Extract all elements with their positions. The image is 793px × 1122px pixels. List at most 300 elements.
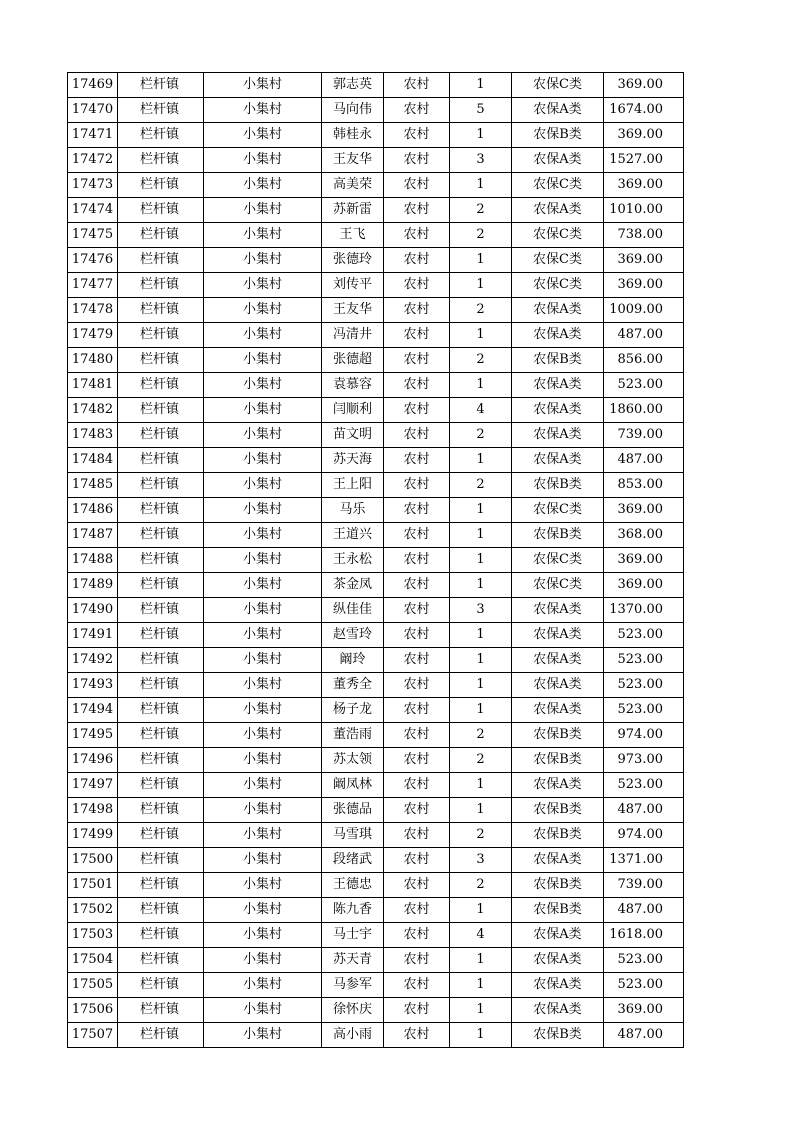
amount-cell: 973.00 (604, 748, 684, 773)
area-type-cell: 农村 (384, 123, 450, 148)
household-count-cell: 3 (450, 598, 512, 623)
row-number-cell: 17489 (68, 573, 118, 598)
household-count-cell: 2 (450, 723, 512, 748)
household-count-cell: 1 (450, 448, 512, 473)
amount-cell: 369.00 (604, 573, 684, 598)
name-cell: 冯清井 (322, 323, 384, 348)
insurance-category-cell: 农保A类 (512, 423, 604, 448)
table-row (68, 573, 684, 598)
table-row (68, 473, 684, 498)
village-cell: 小集村 (204, 648, 322, 673)
amount-cell: 739.00 (604, 423, 684, 448)
insurance-category-cell: 农保C类 (512, 498, 604, 523)
row-number-cell: 17472 (68, 148, 118, 173)
amount-cell: 974.00 (604, 723, 684, 748)
name-cell: 苗文明 (322, 423, 384, 448)
insurance-category-cell: 农保A类 (512, 598, 604, 623)
amount-cell: 856.00 (604, 348, 684, 373)
amount-cell: 739.00 (604, 873, 684, 898)
amount-cell: 523.00 (604, 973, 684, 998)
town-cell: 栏杆镇 (118, 298, 204, 323)
row-number-cell: 17471 (68, 123, 118, 148)
row-number-cell: 17490 (68, 598, 118, 623)
table-row (68, 198, 684, 223)
village-cell: 小集村 (204, 398, 322, 423)
insurance-category-cell: 农保C类 (512, 273, 604, 298)
insurance-category-cell: 农保A类 (512, 998, 604, 1023)
town-cell: 栏杆镇 (118, 198, 204, 223)
village-cell: 小集村 (204, 798, 322, 823)
table-row (68, 748, 684, 773)
table-row (68, 498, 684, 523)
household-count-cell: 1 (450, 798, 512, 823)
village-cell: 小集村 (204, 73, 322, 98)
name-cell: 韩桂永 (322, 123, 384, 148)
insurance-category-cell: 农保A类 (512, 648, 604, 673)
table-row (68, 973, 684, 998)
town-cell: 栏杆镇 (118, 398, 204, 423)
area-type-cell: 农村 (384, 248, 450, 273)
town-cell: 栏杆镇 (118, 248, 204, 273)
area-type-cell: 农村 (384, 873, 450, 898)
row-number-cell: 17504 (68, 948, 118, 973)
area-type-cell: 农村 (384, 273, 450, 298)
table-row (68, 873, 684, 898)
table-row (68, 148, 684, 173)
insurance-category-cell: 农保A类 (512, 398, 604, 423)
name-cell: 马乐 (322, 498, 384, 523)
village-cell: 小集村 (204, 423, 322, 448)
area-type-cell: 农村 (384, 848, 450, 873)
area-type-cell: 农村 (384, 598, 450, 623)
area-type-cell: 农村 (384, 498, 450, 523)
name-cell: 王道兴 (322, 523, 384, 548)
amount-cell: 1527.00 (604, 148, 684, 173)
table-body (68, 73, 684, 1048)
table-row (68, 548, 684, 573)
area-type-cell: 农村 (384, 648, 450, 673)
area-type-cell: 农村 (384, 448, 450, 473)
town-cell: 栏杆镇 (118, 1023, 204, 1048)
amount-cell: 523.00 (604, 948, 684, 973)
area-type-cell: 农村 (384, 998, 450, 1023)
row-number-cell: 17473 (68, 173, 118, 198)
row-number-cell: 17469 (68, 73, 118, 98)
household-count-cell: 3 (450, 148, 512, 173)
table-row (68, 123, 684, 148)
village-cell: 小集村 (204, 298, 322, 323)
town-cell: 栏杆镇 (118, 473, 204, 498)
row-number-cell: 17507 (68, 1023, 118, 1048)
insurance-category-cell: 农保B类 (512, 723, 604, 748)
row-number-cell: 17499 (68, 823, 118, 848)
data-table (67, 72, 684, 1048)
area-type-cell: 农村 (384, 348, 450, 373)
insurance-category-cell: 农保A类 (512, 673, 604, 698)
table-row (68, 698, 684, 723)
insurance-category-cell: 农保A类 (512, 923, 604, 948)
row-number-cell: 17493 (68, 673, 118, 698)
household-count-cell: 1 (450, 523, 512, 548)
household-count-cell: 1 (450, 273, 512, 298)
town-cell: 栏杆镇 (118, 523, 204, 548)
village-cell: 小集村 (204, 323, 322, 348)
village-cell: 小集村 (204, 873, 322, 898)
name-cell: 袁慕容 (322, 373, 384, 398)
row-number-cell: 17484 (68, 448, 118, 473)
town-cell: 栏杆镇 (118, 873, 204, 898)
row-number-cell: 17480 (68, 348, 118, 373)
household-count-cell: 1 (450, 973, 512, 998)
area-type-cell: 农村 (384, 223, 450, 248)
insurance-category-cell: 农保A类 (512, 848, 604, 873)
household-count-cell: 2 (450, 473, 512, 498)
household-count-cell: 2 (450, 298, 512, 323)
insurance-category-cell: 农保A类 (512, 98, 604, 123)
amount-cell: 369.00 (604, 548, 684, 573)
area-type-cell: 农村 (384, 1023, 450, 1048)
name-cell: 杨子龙 (322, 698, 384, 723)
name-cell: 马向伟 (322, 98, 384, 123)
row-number-cell: 17496 (68, 748, 118, 773)
town-cell: 栏杆镇 (118, 373, 204, 398)
amount-cell: 523.00 (604, 773, 684, 798)
household-count-cell: 1 (450, 123, 512, 148)
household-count-cell: 1 (450, 1023, 512, 1048)
insurance-category-cell: 农保A类 (512, 323, 604, 348)
name-cell: 王永松 (322, 548, 384, 573)
town-cell: 栏杆镇 (118, 923, 204, 948)
amount-cell: 369.00 (604, 248, 684, 273)
table-row (68, 373, 684, 398)
insurance-category-cell: 农保B类 (512, 748, 604, 773)
name-cell: 刘传平 (322, 273, 384, 298)
village-cell: 小集村 (204, 748, 322, 773)
household-count-cell: 2 (450, 748, 512, 773)
table-row (68, 998, 684, 1023)
row-number-cell: 17486 (68, 498, 118, 523)
insurance-category-cell: 农保A类 (512, 623, 604, 648)
area-type-cell: 农村 (384, 798, 450, 823)
town-cell: 栏杆镇 (118, 573, 204, 598)
village-cell: 小集村 (204, 523, 322, 548)
household-count-cell: 2 (450, 423, 512, 448)
insurance-category-cell: 农保B类 (512, 523, 604, 548)
village-cell: 小集村 (204, 623, 322, 648)
amount-cell: 1860.00 (604, 398, 684, 423)
insurance-category-cell: 农保C类 (512, 173, 604, 198)
village-cell: 小集村 (204, 473, 322, 498)
amount-cell: 1674.00 (604, 98, 684, 123)
amount-cell: 369.00 (604, 73, 684, 98)
amount-cell: 487.00 (604, 323, 684, 348)
table-row (68, 798, 684, 823)
table-row (68, 448, 684, 473)
row-number-cell: 17503 (68, 923, 118, 948)
town-cell: 栏杆镇 (118, 948, 204, 973)
household-count-cell: 1 (450, 698, 512, 723)
town-cell: 栏杆镇 (118, 698, 204, 723)
name-cell: 郭志英 (322, 73, 384, 98)
area-type-cell: 农村 (384, 673, 450, 698)
table-row (68, 898, 684, 923)
area-type-cell: 农村 (384, 948, 450, 973)
row-number-cell: 17470 (68, 98, 118, 123)
insurance-category-cell: 农保A类 (512, 198, 604, 223)
amount-cell: 487.00 (604, 1023, 684, 1048)
area-type-cell: 农村 (384, 98, 450, 123)
name-cell: 董浩雨 (322, 723, 384, 748)
household-count-cell: 1 (450, 323, 512, 348)
town-cell: 栏杆镇 (118, 648, 204, 673)
village-cell: 小集村 (204, 348, 322, 373)
household-count-cell: 5 (450, 98, 512, 123)
table-row (68, 323, 684, 348)
name-cell: 徐怀庆 (322, 998, 384, 1023)
amount-cell: 1009.00 (604, 298, 684, 323)
village-cell: 小集村 (204, 198, 322, 223)
table-row (68, 673, 684, 698)
name-cell: 张德玲 (322, 248, 384, 273)
village-cell: 小集村 (204, 673, 322, 698)
household-count-cell: 1 (450, 623, 512, 648)
row-number-cell: 17502 (68, 898, 118, 923)
name-cell: 高美荣 (322, 173, 384, 198)
area-type-cell: 农村 (384, 298, 450, 323)
household-count-cell: 2 (450, 198, 512, 223)
village-cell: 小集村 (204, 723, 322, 748)
table-row (68, 623, 684, 648)
area-type-cell: 农村 (384, 473, 450, 498)
row-number-cell: 17475 (68, 223, 118, 248)
insurance-category-cell: 农保B类 (512, 1023, 604, 1048)
name-cell: 王飞 (322, 223, 384, 248)
name-cell: 马参军 (322, 973, 384, 998)
household-count-cell: 2 (450, 348, 512, 373)
name-cell: 苏天青 (322, 948, 384, 973)
area-type-cell: 农村 (384, 573, 450, 598)
area-type-cell: 农村 (384, 73, 450, 98)
insurance-category-cell: 农保B类 (512, 823, 604, 848)
insurance-category-cell: 农保B类 (512, 473, 604, 498)
household-count-cell: 1 (450, 648, 512, 673)
amount-cell: 523.00 (604, 648, 684, 673)
insurance-category-cell: 农保B类 (512, 348, 604, 373)
row-number-cell: 17501 (68, 873, 118, 898)
town-cell: 栏杆镇 (118, 548, 204, 573)
row-number-cell: 17505 (68, 973, 118, 998)
town-cell: 栏杆镇 (118, 148, 204, 173)
row-number-cell: 17479 (68, 323, 118, 348)
name-cell: 茶金凤 (322, 573, 384, 598)
town-cell: 栏杆镇 (118, 123, 204, 148)
amount-cell: 738.00 (604, 223, 684, 248)
name-cell: 苏太领 (322, 748, 384, 773)
table-row (68, 773, 684, 798)
insurance-category-cell: 农保B类 (512, 898, 604, 923)
household-count-cell: 1 (450, 173, 512, 198)
insurance-category-cell: 农保A类 (512, 973, 604, 998)
amount-cell: 487.00 (604, 448, 684, 473)
insurance-category-cell: 农保B类 (512, 798, 604, 823)
table-row (68, 248, 684, 273)
household-count-cell: 2 (450, 873, 512, 898)
name-cell: 王友华 (322, 298, 384, 323)
area-type-cell: 农村 (384, 623, 450, 648)
village-cell: 小集村 (204, 923, 322, 948)
name-cell: 苏新雷 (322, 198, 384, 223)
village-cell: 小集村 (204, 948, 322, 973)
town-cell: 栏杆镇 (118, 798, 204, 823)
table-row (68, 823, 684, 848)
household-count-cell: 1 (450, 248, 512, 273)
household-count-cell: 1 (450, 73, 512, 98)
town-cell: 栏杆镇 (118, 498, 204, 523)
amount-cell: 853.00 (604, 473, 684, 498)
insurance-category-cell: 农保A类 (512, 948, 604, 973)
town-cell: 栏杆镇 (118, 723, 204, 748)
town-cell: 栏杆镇 (118, 598, 204, 623)
household-count-cell: 2 (450, 223, 512, 248)
table-row (68, 948, 684, 973)
household-count-cell: 1 (450, 573, 512, 598)
area-type-cell: 农村 (384, 373, 450, 398)
row-number-cell: 17487 (68, 523, 118, 548)
row-number-cell: 17495 (68, 723, 118, 748)
village-cell: 小集村 (204, 173, 322, 198)
village-cell: 小集村 (204, 373, 322, 398)
name-cell: 高小雨 (322, 1023, 384, 1048)
row-number-cell: 17492 (68, 648, 118, 673)
household-count-cell: 4 (450, 398, 512, 423)
table-row (68, 173, 684, 198)
area-type-cell: 农村 (384, 773, 450, 798)
town-cell: 栏杆镇 (118, 748, 204, 773)
amount-cell: 1010.00 (604, 198, 684, 223)
insurance-category-cell: 农保C类 (512, 73, 604, 98)
row-number-cell: 17481 (68, 373, 118, 398)
area-type-cell: 农村 (384, 698, 450, 723)
area-type-cell: 农村 (384, 198, 450, 223)
area-type-cell: 农村 (384, 523, 450, 548)
village-cell: 小集村 (204, 598, 322, 623)
insurance-category-cell: 农保A类 (512, 448, 604, 473)
village-cell: 小集村 (204, 898, 322, 923)
village-cell: 小集村 (204, 973, 322, 998)
table-row (68, 398, 684, 423)
amount-cell: 523.00 (604, 673, 684, 698)
town-cell: 栏杆镇 (118, 273, 204, 298)
village-cell: 小集村 (204, 248, 322, 273)
village-cell: 小集村 (204, 448, 322, 473)
row-number-cell: 17483 (68, 423, 118, 448)
table-row (68, 98, 684, 123)
village-cell: 小集村 (204, 548, 322, 573)
town-cell: 栏杆镇 (118, 998, 204, 1023)
town-cell: 栏杆镇 (118, 448, 204, 473)
household-count-cell: 1 (450, 773, 512, 798)
village-cell: 小集村 (204, 573, 322, 598)
household-count-cell: 2 (450, 823, 512, 848)
village-cell: 小集村 (204, 848, 322, 873)
town-cell: 栏杆镇 (118, 673, 204, 698)
household-count-cell: 1 (450, 898, 512, 923)
amount-cell: 1370.00 (604, 598, 684, 623)
amount-cell: 368.00 (604, 523, 684, 548)
row-number-cell: 17498 (68, 798, 118, 823)
insurance-category-cell: 农保C类 (512, 573, 604, 598)
amount-cell: 523.00 (604, 373, 684, 398)
table-row (68, 423, 684, 448)
area-type-cell: 农村 (384, 148, 450, 173)
area-type-cell: 农村 (384, 898, 450, 923)
household-count-cell: 1 (450, 948, 512, 973)
amount-cell: 487.00 (604, 898, 684, 923)
village-cell: 小集村 (204, 1023, 322, 1048)
insurance-category-cell: 农保B类 (512, 873, 604, 898)
town-cell: 栏杆镇 (118, 898, 204, 923)
table-row (68, 598, 684, 623)
table-row (68, 923, 684, 948)
town-cell: 栏杆镇 (118, 848, 204, 873)
village-cell: 小集村 (204, 273, 322, 298)
town-cell: 栏杆镇 (118, 973, 204, 998)
town-cell: 栏杆镇 (118, 348, 204, 373)
row-number-cell: 17476 (68, 248, 118, 273)
name-cell: 陈九香 (322, 898, 384, 923)
table-row (68, 223, 684, 248)
insurance-category-cell: 农保A类 (512, 773, 604, 798)
area-type-cell: 农村 (384, 423, 450, 448)
insurance-category-cell: 农保B类 (512, 123, 604, 148)
name-cell: 王上阳 (322, 473, 384, 498)
insurance-category-cell: 农保A类 (512, 148, 604, 173)
area-type-cell: 农村 (384, 723, 450, 748)
town-cell: 栏杆镇 (118, 323, 204, 348)
village-cell: 小集村 (204, 98, 322, 123)
village-cell: 小集村 (204, 823, 322, 848)
amount-cell: 523.00 (604, 623, 684, 648)
area-type-cell: 农村 (384, 823, 450, 848)
name-cell: 闫顺利 (322, 398, 384, 423)
area-type-cell: 农村 (384, 748, 450, 773)
table-row (68, 348, 684, 373)
table-row (68, 273, 684, 298)
name-cell: 赵雪玲 (322, 623, 384, 648)
amount-cell: 369.00 (604, 498, 684, 523)
name-cell: 马雪琪 (322, 823, 384, 848)
amount-cell: 523.00 (604, 698, 684, 723)
village-cell: 小集村 (204, 123, 322, 148)
row-number-cell: 17474 (68, 198, 118, 223)
amount-cell: 369.00 (604, 123, 684, 148)
name-cell: 张德超 (322, 348, 384, 373)
amount-cell: 1618.00 (604, 923, 684, 948)
insurance-category-cell: 农保A类 (512, 373, 604, 398)
town-cell: 栏杆镇 (118, 423, 204, 448)
name-cell: 王德忠 (322, 873, 384, 898)
household-count-cell: 1 (450, 998, 512, 1023)
area-type-cell: 农村 (384, 173, 450, 198)
village-cell: 小集村 (204, 998, 322, 1023)
table-row (68, 73, 684, 98)
amount-cell: 487.00 (604, 798, 684, 823)
row-number-cell: 17485 (68, 473, 118, 498)
area-type-cell: 农村 (384, 323, 450, 348)
row-number-cell: 17497 (68, 773, 118, 798)
village-cell: 小集村 (204, 498, 322, 523)
row-number-cell: 17488 (68, 548, 118, 573)
